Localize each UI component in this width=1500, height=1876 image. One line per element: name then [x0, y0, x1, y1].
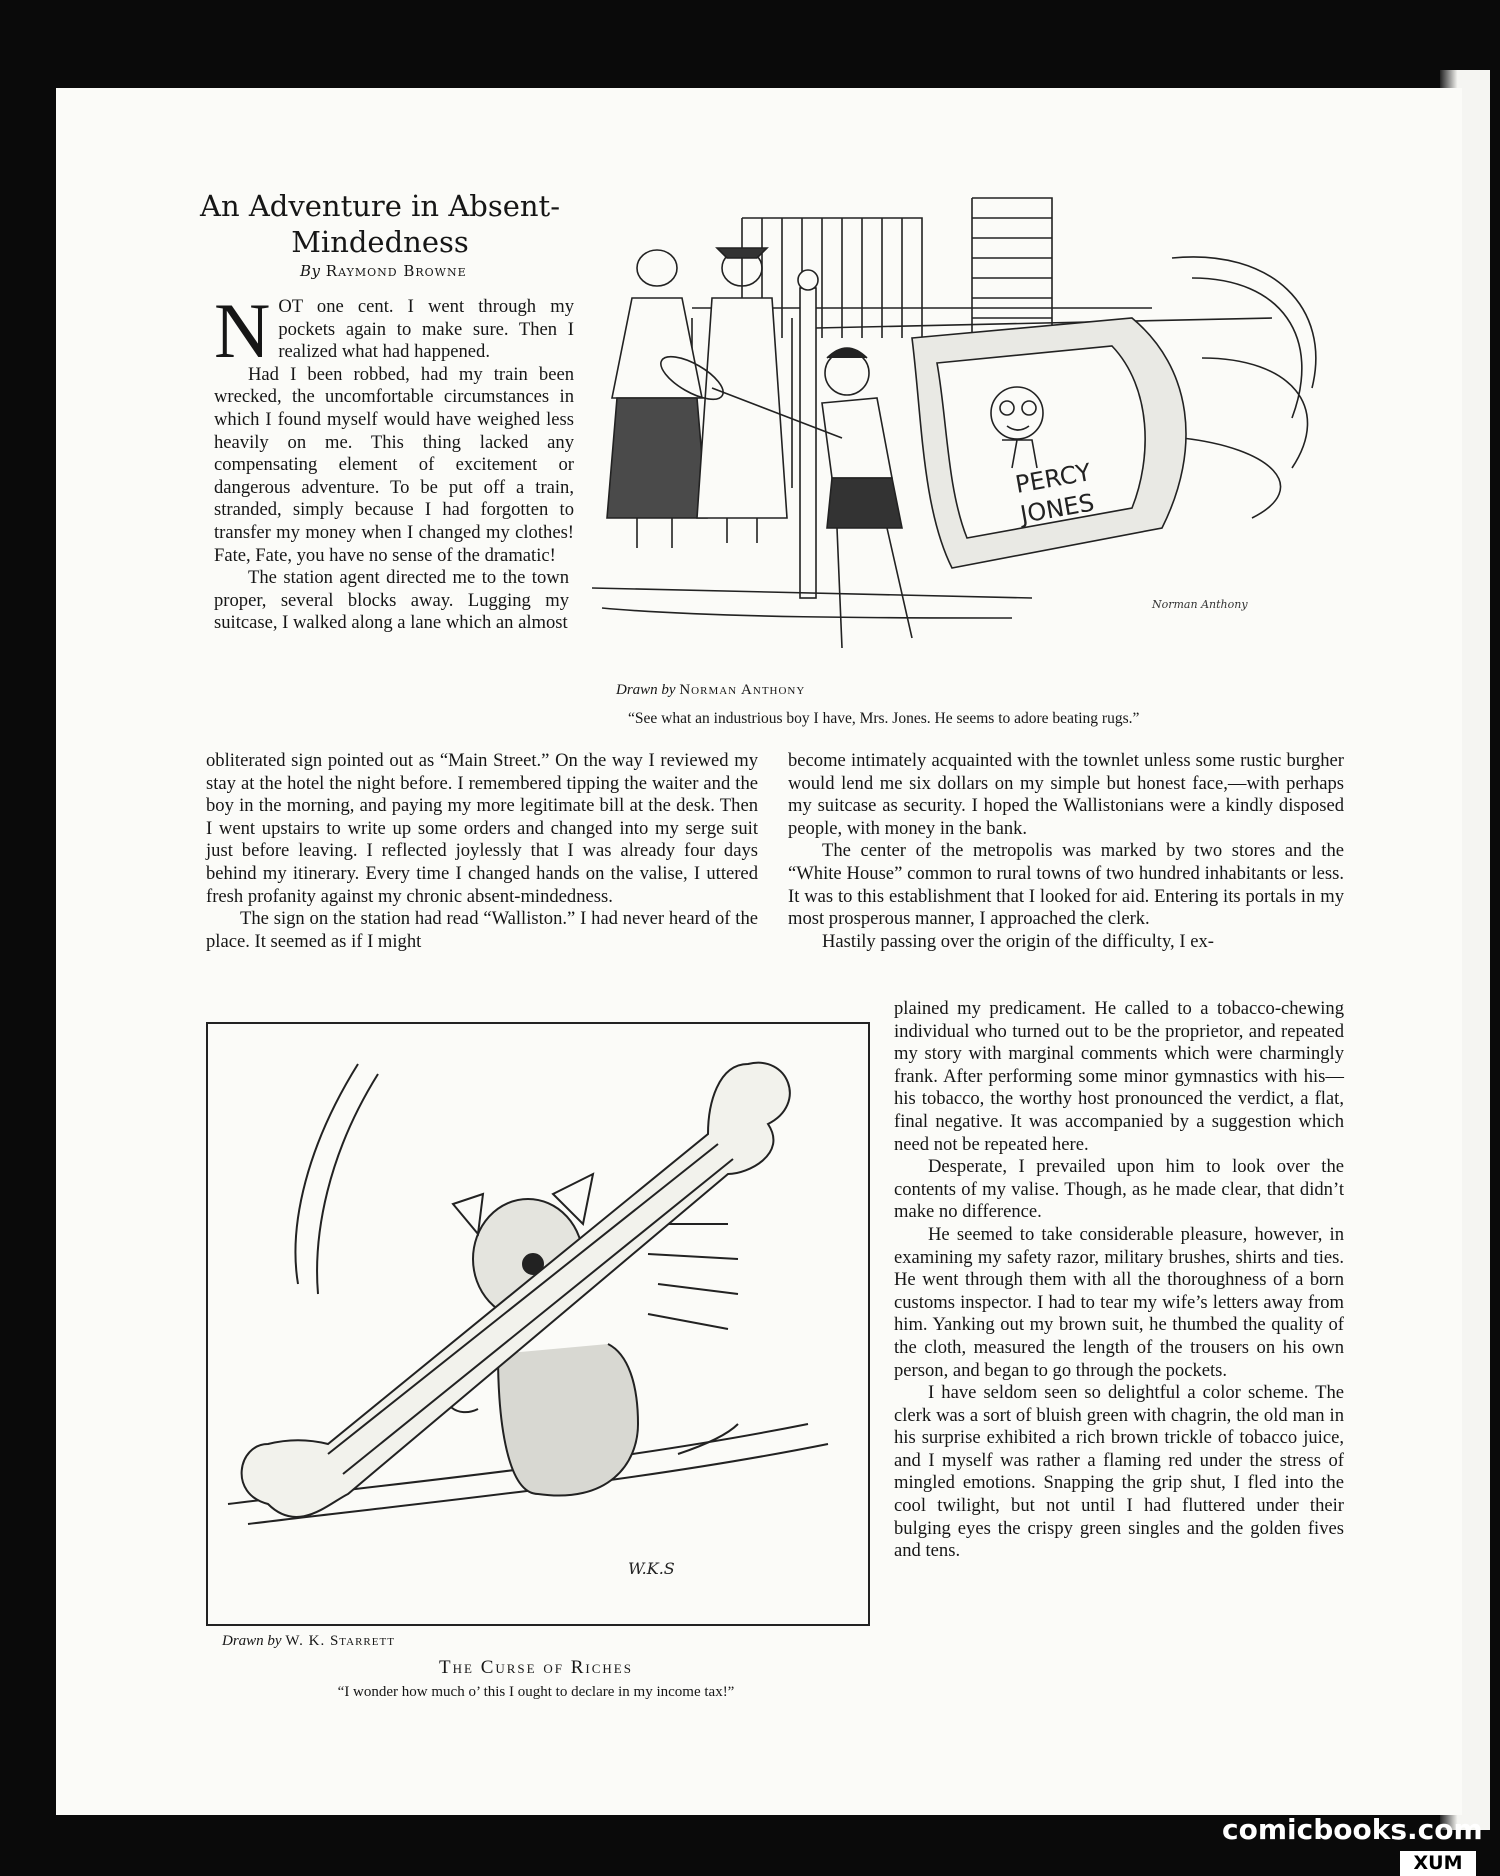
paragraph: Desperate, I prevailed upon him to look over the contents of my valise. Though, as he made clear, that didn’t make no difference. — [894, 1156, 1344, 1223]
article-title: An Adventure in Absent-Mindedness — [200, 189, 560, 259]
drop-cap: N — [214, 287, 271, 374]
text-column-1 — [214, 287, 574, 635]
paragraph: Had I been robbed, had my train been wrecked, the uncomfortable circumstances in which I found myself would have weighed less heavily on me. This thing lacked any compensating element of excitement or dangerous adventure. To be put off a train, stranded, simply because I had forgotten to transfer my money when I changed my clothes! Fate, Fate, you have no sense of the dramatic! — [214, 363, 574, 566]
text-column-4 — [894, 998, 1344, 1563]
cartoon-illustration — [592, 188, 1354, 668]
paragraph: The station agent directed me to the town proper, several blocks away. Lugging my suitcase, I walked along a lane which an almost — [214, 567, 569, 634]
cartoon-illustration — [208, 1024, 868, 1624]
paragraph: Hastily passing over the origin of the difficulty, I ex- — [822, 930, 1214, 952]
text-column-2 — [206, 750, 758, 953]
paragraph: He seemed to take considerable pleasure, however, in examining my safety razor, military brushes, shirts and ties. He went through them with all the thoroughness of a born customs inspector. I had to tear my wife’s letters away from him. Yanking out my brown suit, he thumbed the quality of the cloth, measured the length of the trousers on his own person, and began to go through the pockets. — [894, 1223, 1344, 1381]
paragraph: I have seldom seen so delightful a color scheme. The clerk was a sort of bluish green with chagrin, the old man in his surprise exhibited a rich brown trickle of tobacco juice, and I myself was rather a flaming red under the stress of mingled emotions. Snapping the grip shut, I fled into the cool twilight, but not until I had fluttered under their bulging eyes the crispy green singles and the golden fives and tens. — [894, 1382, 1344, 1562]
credit-prefix: Drawn by — [222, 1633, 282, 1649]
credit-prefix: Drawn by — [616, 682, 676, 698]
cartoon-dog-bone — [206, 1022, 870, 1626]
paragraph: The sign on the station had read “Walliston.” I had never heard of the place. It seemed as if I might — [206, 908, 758, 952]
author-name: Raymond Browne — [325, 262, 467, 280]
cartoon-rug-beating — [592, 188, 1354, 668]
paragraph: plained my predicament. He called to a tobacco-chewing individual who turned out to be the proprietor, and repeated my story with marginal comments which were charmingly frank. After performing some minor gymnastics with his—his tobacco, the worthy host pronounced the verdict, a flat, final negative. It was accompanied by a suggestion which need not be repeated here. — [894, 998, 1344, 1155]
paragraph — [214, 287, 574, 374]
cartoon2-credit — [222, 1633, 395, 1650]
paragraph: obliterated sign pointed out as “Main Street.” On the way I reviewed my stay at the hotel the night before. I remembered tipping the waiter and the boy in the morning, and paying my more legitimate bill at the desk. Then I went upstairs to write up some orders and changed into my serge suit just before leaving. I reflected joylessly that I was already four days behind my itinerary. Every time I changed hands on the valise, I uttered fresh profanity against my chronic absent-mindedness. — [206, 750, 758, 907]
rug-text-percy: PERCY — [1013, 458, 1094, 499]
paragraph: become intimately acquainted with the townlet unless some rustic burgher would lend me six dollars on my simple but honest face,—with perhaps my suitcase as security. I hoped the Wallistonians were a kindly disposed people, with money in the bank. — [788, 750, 1344, 839]
xum-badge: XUM — [1400, 1851, 1476, 1876]
cartoon2-title: The Curse of Riches — [439, 1657, 633, 1678]
cartoon2-quote: “I wonder how much o’ this I ought to declare in my income tax!” — [337, 1684, 735, 1700]
cartoon2-signature: W.K.S — [628, 1559, 675, 1578]
text-column-3 — [788, 750, 1344, 953]
article-byline — [300, 262, 467, 280]
cartoon1-credit — [616, 682, 805, 699]
credit-artist: W. K. Starrett — [285, 1633, 395, 1649]
site-watermark: comicbooks.com — [1222, 1813, 1483, 1846]
cartoon1-quote: “See what an industrious boy I have, Mrs. Jones. He seems to adore beating rugs.” — [628, 710, 1140, 727]
rug-text-jones: JONES — [1018, 488, 1097, 529]
paragraph: The center of the metropolis was marked by two stores and the “White House” common to rural towns of two hundred inhabitants or less. It was to this establishment that I looked for aid. Entering its portals in my most prosperous manner, I approached the clerk. — [788, 840, 1344, 930]
cartoon1-signature: Norman Anthony — [1152, 598, 1248, 611]
paragraph-text: OT one cent. I went through my pockets again to make sure. Then I realized what had happened. — [278, 296, 574, 363]
credit-artist: Norman Anthony — [679, 682, 806, 698]
byline-prefix: By — [300, 262, 321, 280]
